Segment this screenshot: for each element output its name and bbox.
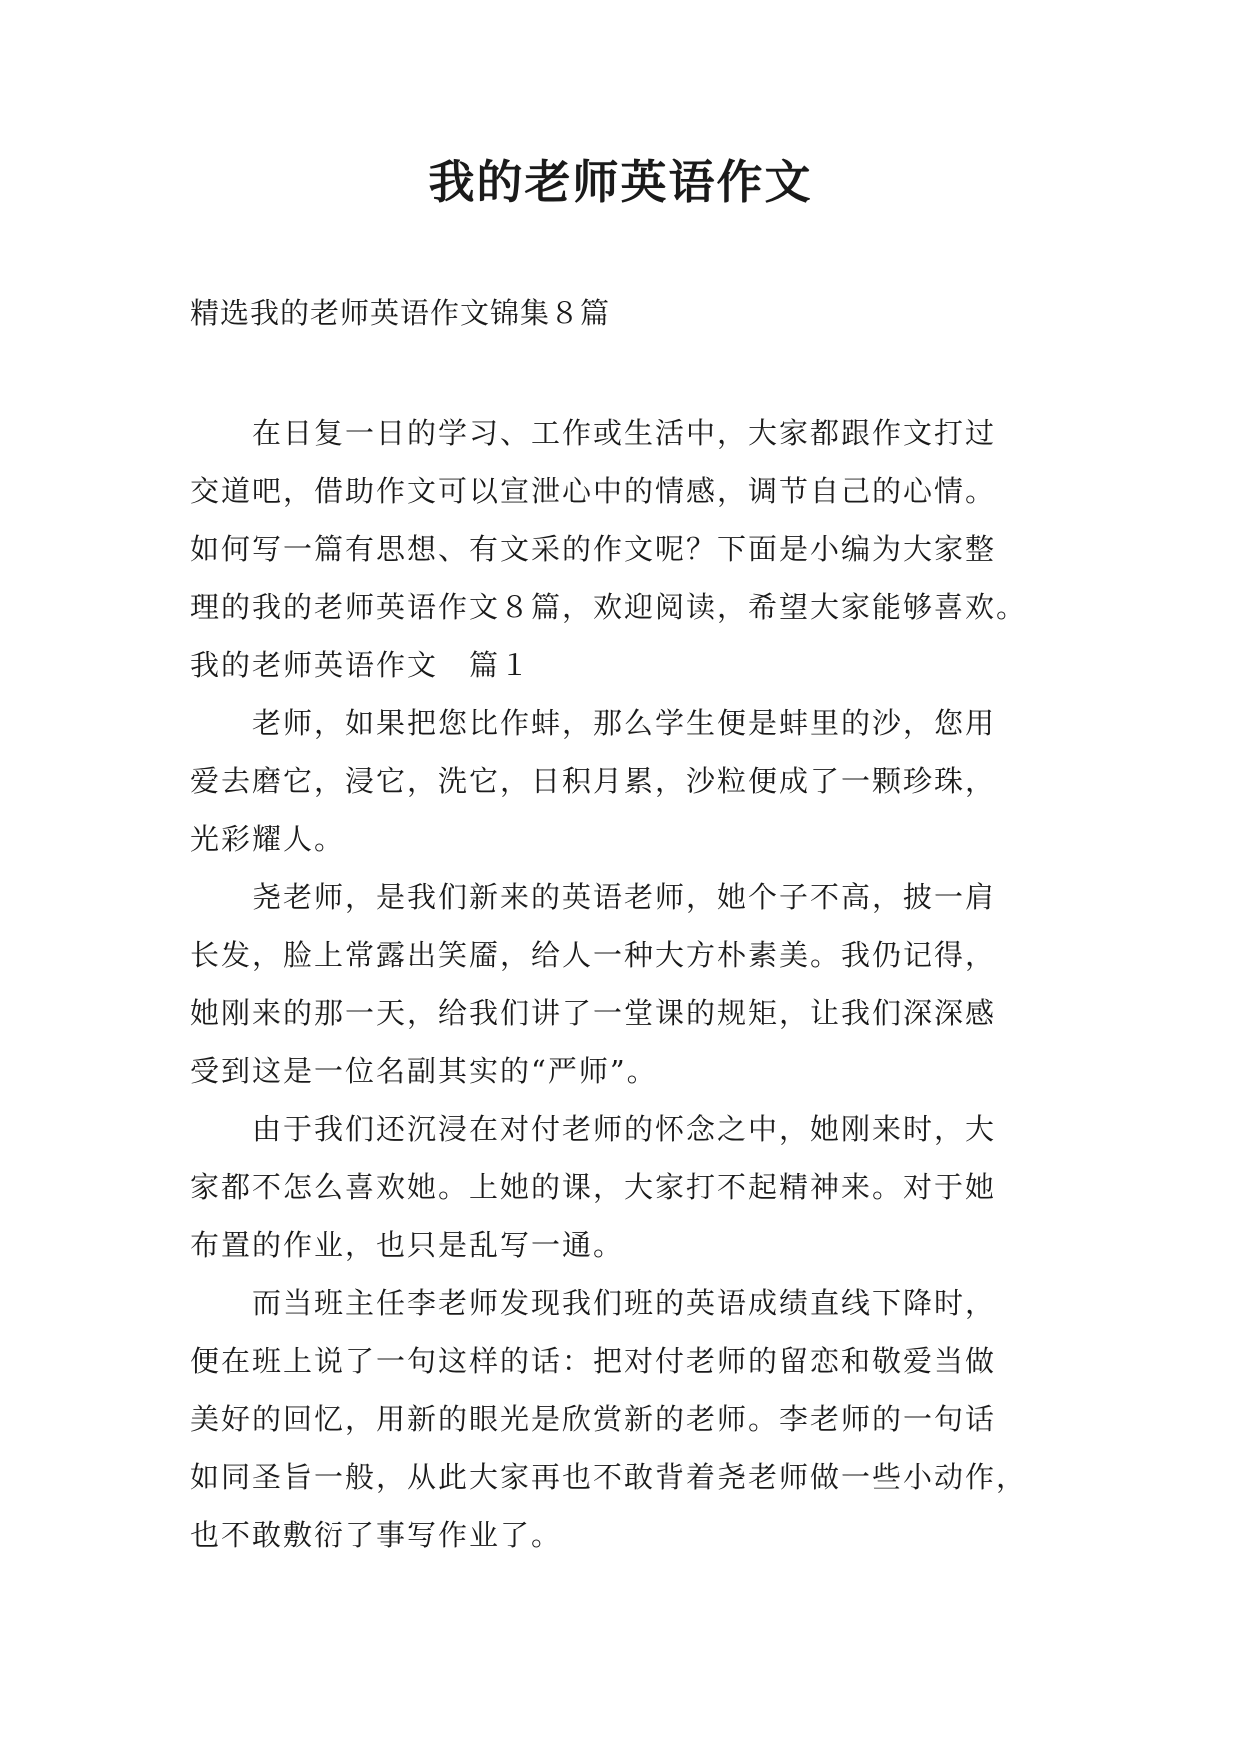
body-line: 长发，脸上常露出笑靥，给人一种大方朴素美。我仍记得， xyxy=(190,938,997,972)
body-line: 她刚来的那一天，给我们讲了一堂课的规矩，让我们深深感 xyxy=(190,996,997,1030)
body-line: 理的我的老师英语作文８篇，欢迎阅读，希望大家能够喜欢。 xyxy=(190,590,1028,624)
body-line: 而当班主任李老师发现我们班的英语成绩直线下降时， xyxy=(190,1286,997,1320)
document-subtitle: 精选我的老师英语作文锦集８篇 xyxy=(190,296,611,330)
body-line: 布置的作业，也只是乱写一通。 xyxy=(190,1228,625,1262)
document-title: 我的老师英语作文 xyxy=(428,155,813,209)
document-body xyxy=(190,404,1070,1564)
section-heading: 我的老师英语作文 篇１ xyxy=(190,648,532,682)
body-line: 光彩耀人。 xyxy=(190,822,346,856)
body-line: 爱去磨它，浸它，洗它，日积月累，沙粒便成了一颗珍珠， xyxy=(190,764,997,798)
body-line: 受到这是一位名副其实的“严师”。 xyxy=(190,1054,658,1088)
body-line: 老师，如果把您比作蚌，那么学生便是蚌里的沙，您用 xyxy=(190,706,997,740)
body-line: 如同圣旨一般，从此大家再也不敢背着尧老师做一些小动作， xyxy=(190,1460,1028,1494)
body-line: 便在班上说了一句这样的话：把对付老师的留恋和敬爱当做 xyxy=(190,1344,997,1378)
body-line: 尧老师，是我们新来的英语老师，她个子不高，披一肩 xyxy=(190,880,997,914)
body-line: 交道吧，借助作文可以宣泄心中的情感，调节自己的心情。 xyxy=(190,474,997,508)
body-line: 家都不怎么喜欢她。上她的课，大家打不起精神来。对于她 xyxy=(190,1170,997,1204)
body-line: 如何写一篇有思想、有文采的作文呢？下面是小编为大家整 xyxy=(190,532,997,566)
body-line: 也不敢敷衍了事写作业了。 xyxy=(190,1518,563,1552)
body-line: 美好的回忆，用新的眼光是欣赏新的老师。李老师的一句话 xyxy=(190,1402,997,1436)
body-line: 在日复一日的学习、工作或生活中，大家都跟作文打过 xyxy=(190,416,997,450)
body-line: 由于我们还沉浸在对付老师的怀念之中，她刚来时，大 xyxy=(190,1112,997,1146)
